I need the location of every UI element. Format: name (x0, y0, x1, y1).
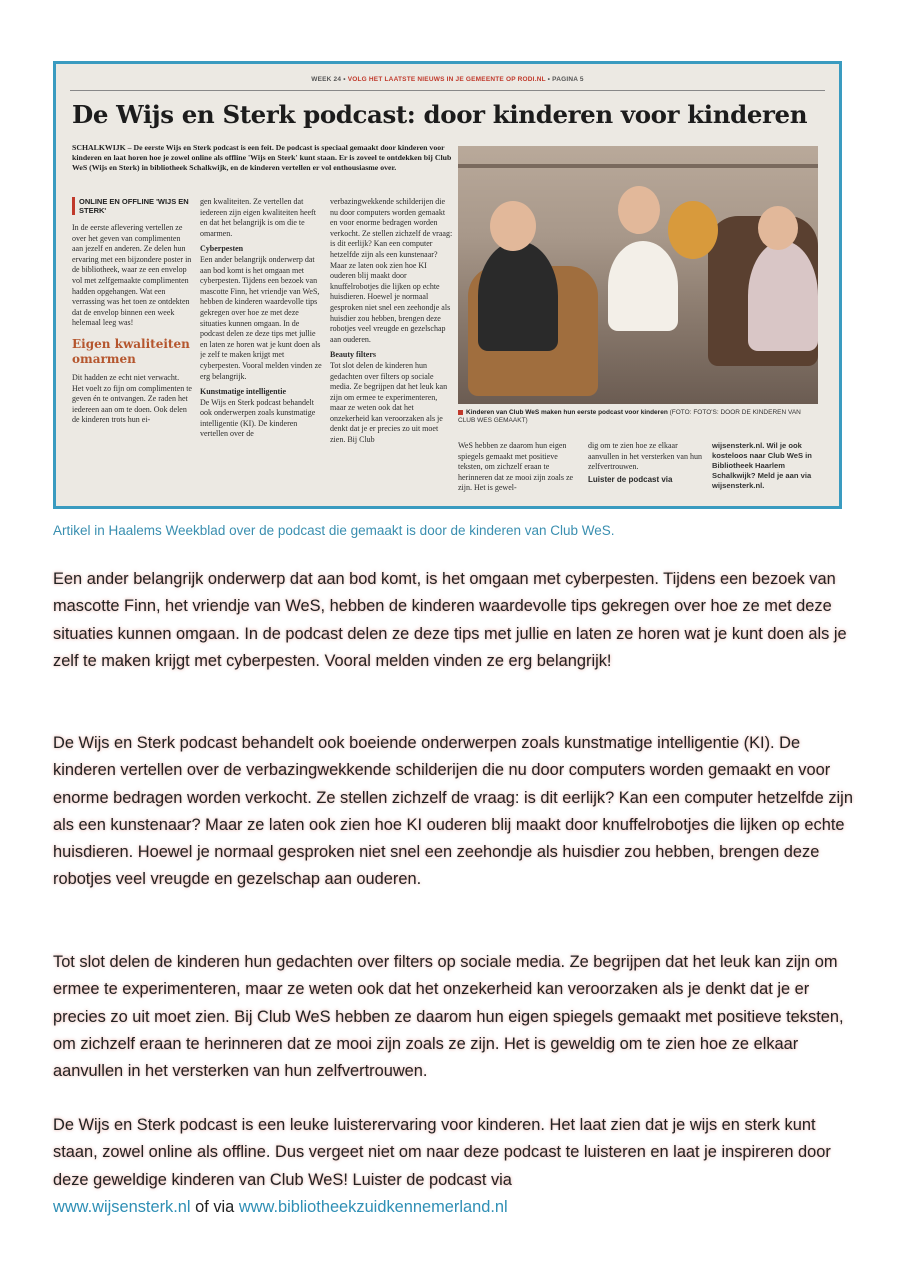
photo-caption (458, 409, 818, 425)
photo-kid-3 (748, 241, 818, 351)
column-2 (200, 197, 324, 507)
bottom-column-2 (588, 441, 704, 485)
subheading-beauty: Beauty filters (330, 350, 376, 360)
figure-caption: Artikel in Haalems Weekblad over de podcast die gemaakt is door de kinderen van Club WeS. (53, 523, 615, 538)
conclusion-text: De Wijs en Sterk podcast is een leuke luisterervaring voor kinderen. Het laat zien dat je wijs en sterk kunt staan, zowel online als offline. Dus vergeet niet om naar deze podcast te luisteren en laat je inspireren door deze geweldige kinderen van Club WeS! Luister de podcast via (53, 1116, 831, 1189)
photo-caption-bold: Kinderen van Club WeS maken hun eerste podcast voor kinderen (466, 409, 668, 416)
clipping-lead: SCHALKWIJK – De eerste Wijs en Sterk podcast is een feit. De podcast is speciaal gemaakt door kinderen voor kinderen en laat horen hoe je zowel online als offline 'Wijs en Sterk' kunt staan. Er is zoveel te ontdekken bij Club WeS (Wijs en Sterk) in bibliotheek Schalkwijk, en de kinderen vertellen er vol enthousiasme over. (72, 143, 452, 172)
column-2-text-3: De Wijs en Sterk podcast behandelt ook onderwerpen zoals kunstmatige intelligentie (KI). De kinderen vertellen over de (200, 397, 316, 439)
column-1-text: In de eerste aflevering vertellen ze over het geven van complimenten aan jezelf en anderen. Ze delen hun ervaring met een bijzondere poster in de bibliotheek, waar ze een envelop vol met zelfgemaakte complimenten hadden opgehangen. Wat een verrassing was het toen ze ontdekten dat de envelop binnen een week helemaal leeg was! (72, 223, 192, 328)
column-1-text-2: Dit hadden ze echt niet verwacht. Het voelt zo fijn om complimenten te geven én te ontvangen. Ze raden het iedereen aan om te doen. Ook delen de kinderen trots hun ei- (72, 372, 192, 425)
paragraph-conclusion (53, 1112, 853, 1221)
photo-shelf (458, 164, 818, 168)
kicker: ONLINE EN OFFLINE 'WIJS EN STERK' (72, 197, 192, 215)
photo-head-2 (618, 186, 660, 234)
column-2-text-2: Een ander belangrijk onderwerp dat aan bod komt is het omgaan met cyberpesten. Tijdens een bezoek van mascotte Finn, het vriendje van WeS, hebben de kinderen waardevolle tips gekregen over hoe ze met deze situaties kunnen omgaan. In de podcast delen ze deze tips met jullie en laten ze horen wat je kunt doen als je zelf te maken krijgt met cyberpesten. Vooral melden vinden ze erg belangrijk. (200, 254, 322, 381)
column-3 (330, 197, 454, 507)
column-1 (72, 197, 192, 507)
clipping-headline: De Wijs en Sterk podcast: door kinderen voor kinderen (72, 100, 808, 129)
bottom-column-2-text: dig om te zien hoe ze elkaar aanvullen in het versterken van hun zelfvertrouwen. (588, 441, 702, 472)
header-rule (70, 90, 825, 91)
paragraph-filters: Tot slot delen de kinderen hun gedachten over filters op sociale media. Ze begrijpen dat het leuk kan zijn om ermee te experimenteren, maar ze weten ook dat het onzekerheid kan veroorzaken als je denkt dat je er precies zo uit moet zien. Bij Club WeS hebben ze daarom hun eigen spiegels gemaakt met positieve teksten, om zichzelf eraan te herinneren dat ze mooi zijn zoals ze zijn. Het is geweldig om te zien hoe ze elkaar aanvullen in het versterken van hun zelfvertrouwen. (53, 953, 844, 1081)
newspaper-clipping (53, 61, 842, 509)
column-3-text: verbazingwekkende schilderijen die nu door computers worden gemaakt en voor enorme bedragen worden verkocht. Ze stellen zichzelf de vraag: is dit eerlijk? Kan een computer hetzelfde zijn als een kunstenaar? Maar ze laten ook zien hoe KI ouderen blij maakt door knuffelrobotjes die lijken op echte huisdieren. Hoewel je normaal gesproken niet snel een zeehondje als huisdier zou hebben, brengen deze robotjes veel vreugde en gezelschap aan ouderen. (330, 197, 453, 344)
photo-head-1 (490, 201, 536, 251)
link-wijsensterk[interactable]: www.wijsensterk.nl (53, 1197, 191, 1216)
header-prefix: WEEK 24 • (311, 76, 348, 83)
photo-kid-1 (478, 241, 558, 351)
subheading-ki: Kunstmatige intelligentie (200, 387, 286, 397)
clipping-header (56, 76, 839, 83)
paragraph-cyberpesten: Een ander belangrijk onderwerp dat aan bod komt, is het omgaan met cyberpesten. Tijdens een bezoek van mascotte Finn, het vriendje van WeS, hebben de kinderen waardevolle tips gekregen over hoe ze met deze situaties kunnen omgaan. In de podcast delen ze deze tips met jullie en laten ze horen wat je kunt doen als je zelf te maken krijgt met cyberpesten. Vooral melden vinden ze erg belangrijk! (53, 570, 847, 670)
photo-caption-rest: (FOTO: FOTO'S: DOOR DE KINDEREN VAN CLUB WES GEMAAKT) (458, 409, 801, 424)
photo-kid-2 (608, 241, 678, 331)
mascot-icon (668, 201, 718, 259)
header-red: VOLG HET LAATSTE NIEUWS IN JE GEMEENTE OP RODI.NL (347, 76, 546, 83)
podcast-photo (458, 146, 818, 404)
column-3-text-2: Tot slot delen de kinderen hun gedachten over filters op sociale media. Ze begrijpen dat het leuk kan zijn om ermee te experimenteren, maar ze weten ook dat het onzekerheid kan veroorzaken als je denkt dat je er precies zo uit moet zien. Bij Club (330, 360, 448, 445)
link-bibliotheek[interactable]: www.bibliotheekzuidkennemerland.nl (238, 1197, 508, 1216)
paragraph-ki: De Wijs en Sterk podcast behandelt ook boeiende onderwerpen zoals kunstmatige intelligentie (KI). De kinderen vertellen over de verbazingwekkende schilderijen die nu door computers worden gemaakt en voor enorme bedragen worden verkocht. Ze stellen zichzelf de vraag: is dit eerlijk? Kan een computer hetzelfde zijn als een kunstenaar? Maar ze laten ook zien hoe KI ouderen blij maakt door knuffelrobotjes die lijken op echte huisdieren. Hoewel je normaal gesproken niet snel een zeehondje als huisdier zou hebben, brengen deze robotjes veel vreugde en gezelschap aan ouderen. (53, 734, 853, 889)
caption-marker-icon (458, 410, 463, 415)
column-2-text: gen kwaliteiten. Ze vertellen dat iedereen zijn eigen kwaliteiten heeft en dat het belangrijk is om die te omarmen. (200, 197, 316, 238)
photo-head-3 (758, 206, 798, 250)
bottom-column-3: wijsensterk.nl. Wil je ook kosteloos naar Club WeS in Bibliotheek Haarlem Schalkwijk? Meld je aan via wijsensterk.nl. (712, 441, 812, 490)
between-links-text: of via (190, 1197, 239, 1216)
subheading-cyberpesten: Cyberpesten (200, 244, 244, 254)
bottom-column-1: WeS hebben ze daarom hun eigen spiegels gemaakt met positieve teksten, om zichzelf eraan te herinneren dat ze mooi zijn zoals ze zijn. Het is gewel- (458, 441, 574, 493)
subheading-kwaliteiten: Eigen kwaliteiten omarmen (72, 336, 190, 366)
header-suffix: • PAGINA 5 (545, 76, 584, 83)
listen-label: Luister de podcast via (588, 474, 673, 484)
